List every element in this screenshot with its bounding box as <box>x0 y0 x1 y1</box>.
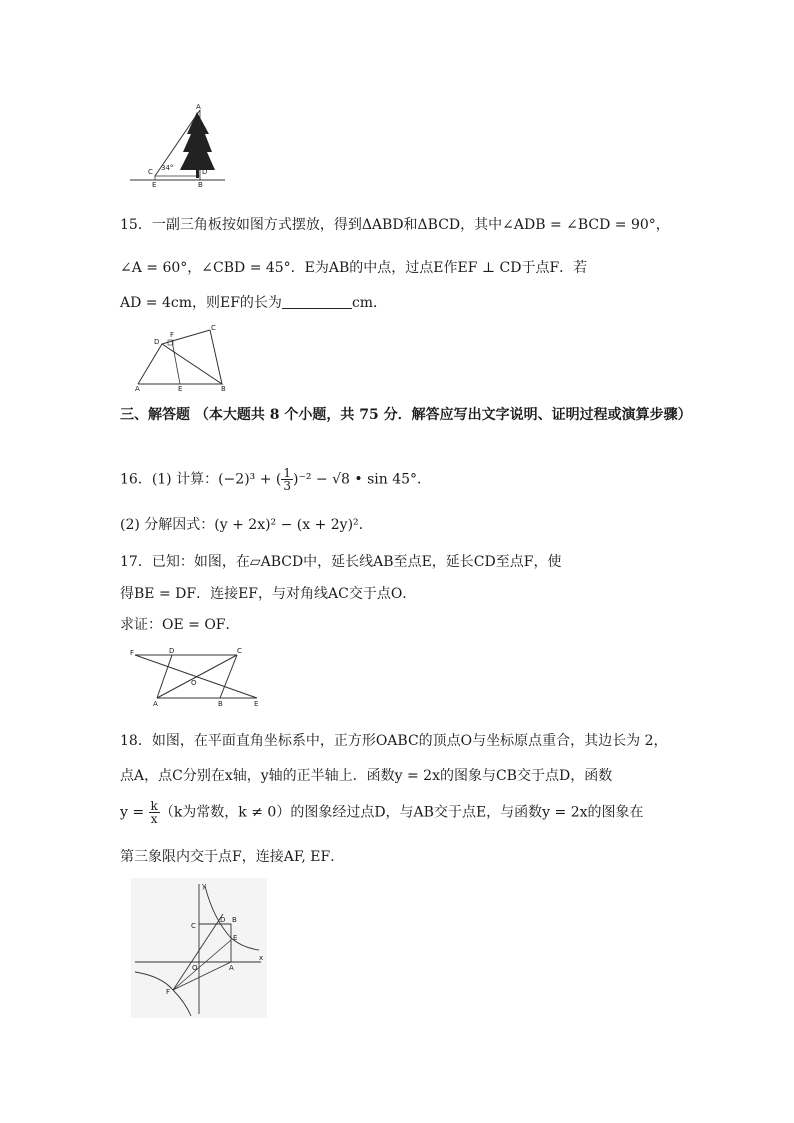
q18-label-a: A <box>229 964 234 972</box>
tree-label-b: B <box>198 181 203 188</box>
q15-label-e: E <box>178 385 183 392</box>
tree-figure <box>125 104 235 192</box>
tree-label-a: A <box>196 104 201 111</box>
section3-heading-line <box>120 404 692 424</box>
q17-label-o: O <box>191 679 197 687</box>
q18-frac-num: k <box>150 799 158 813</box>
q18-line2: 点A，点C分别在x轴，y轴的正半轴上．函数y = 2x的图象与CB交于点D，函数 <box>120 768 613 784</box>
q15-label-b: B <box>221 385 226 392</box>
q17-figure <box>127 646 267 712</box>
q18-figure <box>131 878 267 1022</box>
q16-frac-den: 3 <box>283 479 292 493</box>
q15-line3-post: cm． <box>351 295 388 311</box>
q18-line3-pre: y = <box>120 804 149 821</box>
tree-label-e: E <box>152 181 157 188</box>
q18-line1: 18．如图，在平面直角坐标系中，正方形OABC的顶点O与坐标原点重合，其边长为 2， <box>120 733 668 749</box>
q18-label-b: B <box>232 916 237 924</box>
q15-label-d: D <box>154 338 160 346</box>
q15-label-c: C <box>211 324 216 332</box>
q15-label-a: A <box>135 385 140 392</box>
q15-label-f: F <box>170 331 175 339</box>
q17-line2: 得BE = DF．连接EF，与对角线AC交于点O． <box>120 586 417 602</box>
q17-label-a: A <box>153 700 158 708</box>
q16-part2: (2) 分解因式：(y + 2x)² − (x + 2y)²． <box>120 517 373 533</box>
q17-label-d: D <box>169 647 175 655</box>
q18-label-c: C <box>191 922 196 930</box>
q18-fraction <box>149 800 160 825</box>
q15-line2: ∠A = 60°，∠CBD = 45°．E为AB的中点，过点E作EF ⊥ CD于点F．若 <box>120 260 588 276</box>
q17-line3: 求证：OE = OF． <box>120 617 240 633</box>
q18-line3-post: （k为常数，k ≠ 0）的图象经过点D，与AB交于点E，与函数y = 2x的图象在 <box>159 804 644 821</box>
q18-label-f: F <box>166 988 171 996</box>
q16-frac-num: 1 <box>283 466 292 480</box>
answer-blank[interactable] <box>282 308 352 309</box>
tree-label-d: D <box>202 168 208 176</box>
section3-heading: 三、解答题 <box>120 407 190 423</box>
q18-label-o: O <box>192 964 198 972</box>
q18-frac-den: x <box>150 812 158 826</box>
q16-fraction <box>281 467 293 492</box>
q16-part1 <box>120 467 431 492</box>
section3-note: （本大题共 8 个小题，共 75 分．解答应写出文字说明、证明过程或演算步骤） <box>194 407 692 423</box>
q16-part1-pre: 16．(1) 计算：(−2)³ + ( <box>120 471 282 488</box>
q15-figure <box>130 324 240 396</box>
q18-label-x: x <box>259 954 264 962</box>
q15-line1: 15．一副三角板按如图方式摆放，得到ΔABD和ΔBCD，其中∠ADB = ∠BCD = 90°， <box>120 217 670 233</box>
q17-label-e: E <box>254 700 259 708</box>
q17-line1: 17．已知：如图，在▱ABCD中，延长线AB至点E，延长CD至点F，使 <box>120 554 562 570</box>
q18-label-y: y <box>202 882 207 890</box>
tree-label-angle: 34° <box>161 164 174 172</box>
q17-label-f: F <box>130 649 135 657</box>
q16-part1-post: )⁻² − √8 • sin 45°． <box>293 471 432 488</box>
q18-line4: 第三象限内交于点F，连接AF, EF． <box>120 849 345 865</box>
q17-label-b: B <box>218 700 223 708</box>
q18-line3 <box>120 800 644 825</box>
tree-label-c: C <box>148 168 153 176</box>
q15-line3 <box>120 292 387 312</box>
q18-label-e: E <box>233 934 238 942</box>
q18-label-d: D <box>220 916 226 924</box>
q17-label-c: C <box>237 647 242 655</box>
q15-line3-pre: AD = 4cm，则EF的长为 <box>120 295 282 311</box>
